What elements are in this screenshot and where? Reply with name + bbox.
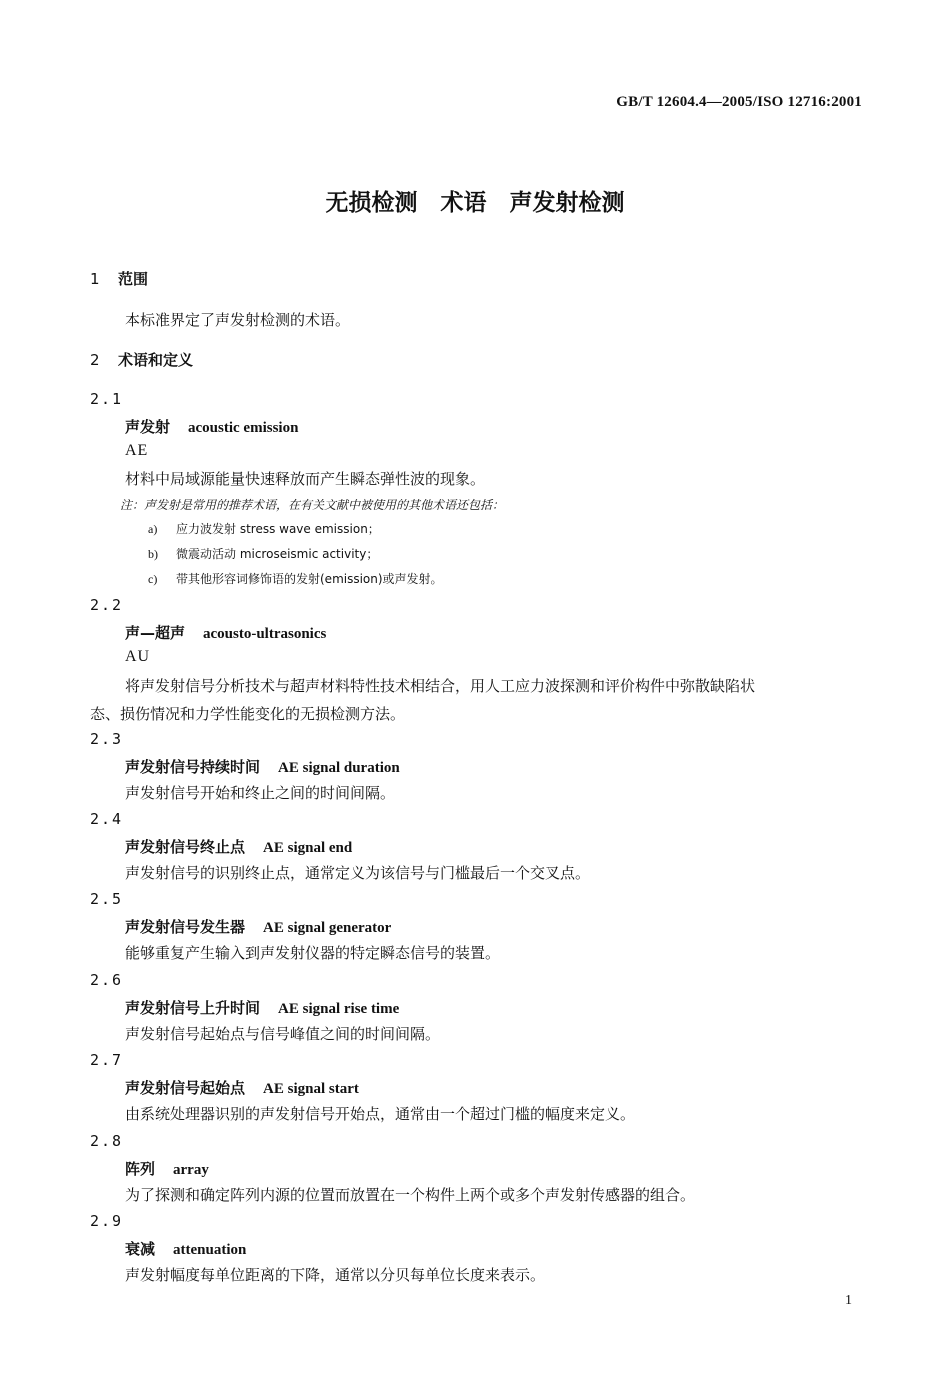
clause-number: 2.3 xyxy=(90,730,124,748)
term-en: attenuation xyxy=(173,1242,247,1258)
section-heading-scope xyxy=(90,268,148,289)
term-definition: 声发射信号开始和终止之间的时间间隔。 xyxy=(125,784,396,802)
term-heading xyxy=(125,416,298,437)
term-en: AE signal generator xyxy=(263,920,392,936)
clause-number: 2.6 xyxy=(90,971,124,989)
note-item-label: a) xyxy=(148,522,158,536)
section-number: 1 xyxy=(90,270,100,288)
term-en: acoustic emission xyxy=(188,420,299,436)
note-item-text: 应力波发射 stress wave emission； xyxy=(176,522,380,536)
term-zh: 声发射信号持续时间 xyxy=(125,758,261,776)
term-en: AE signal duration xyxy=(278,760,400,776)
clause-number: 2.4 xyxy=(90,810,124,828)
term-heading xyxy=(125,836,352,857)
section-title: 范围 xyxy=(118,270,149,288)
term-heading xyxy=(125,1158,209,1179)
term-zh: 声发射信号上升时间 xyxy=(125,999,261,1017)
term-definition: 将声发射信号分析技术与超声材料特性技术相结合，用人工应力波探测和评价构件中弥散缺陷状 xyxy=(125,677,756,695)
term-heading xyxy=(125,1238,246,1259)
clause-number: 2.5 xyxy=(90,890,124,908)
term-zh: 阵列 xyxy=(125,1160,156,1178)
term-en: acousto-ultrasonics xyxy=(203,626,327,642)
note-item-text: 微震动活动 microseismic activity； xyxy=(176,547,379,561)
note-item xyxy=(148,570,443,587)
section-heading-terms xyxy=(90,349,193,370)
term-abbreviation: AU xyxy=(125,648,151,665)
clause-number: 2.1 xyxy=(90,390,124,408)
clause-number: 2.7 xyxy=(90,1051,124,1069)
note-item-label: c) xyxy=(148,572,158,586)
section-number: 2 xyxy=(90,351,100,369)
term-definition: 声发射信号起始点与信号峰值之间的时间间隔。 xyxy=(125,1025,441,1043)
term-heading xyxy=(125,756,400,777)
clause-number: 2.2 xyxy=(90,596,124,614)
term-definition: 为了探测和确定阵列内源的位置而放置在一个构件上两个或多个声发射传感器的组合。 xyxy=(125,1186,696,1204)
clause-number: 2.8 xyxy=(90,1132,124,1150)
term-definition: 声发射信号的识别终止点，通常定义为该信号与门槛最后一个交叉点。 xyxy=(125,864,591,882)
term-definition: 能够重复产生输入到声发射仪器的特定瞬态信号的装置。 xyxy=(125,944,501,962)
note-item-label: b) xyxy=(148,547,158,561)
note-item xyxy=(148,545,378,562)
term-en: AE signal start xyxy=(263,1081,359,1097)
section-title: 术语和定义 xyxy=(118,351,194,369)
term-zh: 声发射 xyxy=(125,418,171,436)
term-zh: 声发射信号起始点 xyxy=(125,1079,246,1097)
term-definition-continued: 态、损伤情况和力学性能变化的无损检测方法。 xyxy=(90,705,406,723)
note-item xyxy=(148,520,380,537)
term-heading xyxy=(125,916,391,937)
term-zh: 衰减 xyxy=(125,1240,156,1258)
term-heading xyxy=(125,622,326,643)
term-heading xyxy=(125,1077,359,1098)
page-number: 1 xyxy=(845,1293,852,1308)
term-abbreviation: AE xyxy=(125,442,149,459)
term-heading xyxy=(125,997,399,1018)
term-en: AE signal rise time xyxy=(278,1001,400,1017)
term-definition: 声发射幅度每单位距离的下降，通常以分贝每单位长度来表示。 xyxy=(125,1266,546,1284)
term-definition: 由系统处理器识别的声发射信号开始点，通常由一个超过门槛的幅度来定义。 xyxy=(125,1105,636,1123)
term-zh: 声发射信号发生器 xyxy=(125,918,246,936)
term-en: AE signal end xyxy=(263,840,353,856)
scope-text: 本标准界定了声发射检测的术语。 xyxy=(125,311,351,329)
note-item-text: 带其他形容词修饰语的发射(emission)或声发射。 xyxy=(176,572,443,586)
term-note: 注：声发射是常用的推荐术语，在有关文献中被使用的其他术语还包括： xyxy=(120,498,505,512)
term-en: array xyxy=(173,1162,209,1178)
document-title: 无损检测 术语 声发射检测 xyxy=(325,190,625,216)
standard-number: GB/T 12604.4—2005/ISO 12716:2001 xyxy=(616,94,862,110)
term-zh: 声发射信号终止点 xyxy=(125,838,246,856)
term-definition: 材料中局域源能量快速释放而产生瞬态弹性波的现象。 xyxy=(125,470,486,488)
term-zh: 声—超声 xyxy=(125,624,186,642)
clause-number: 2.9 xyxy=(90,1212,124,1230)
